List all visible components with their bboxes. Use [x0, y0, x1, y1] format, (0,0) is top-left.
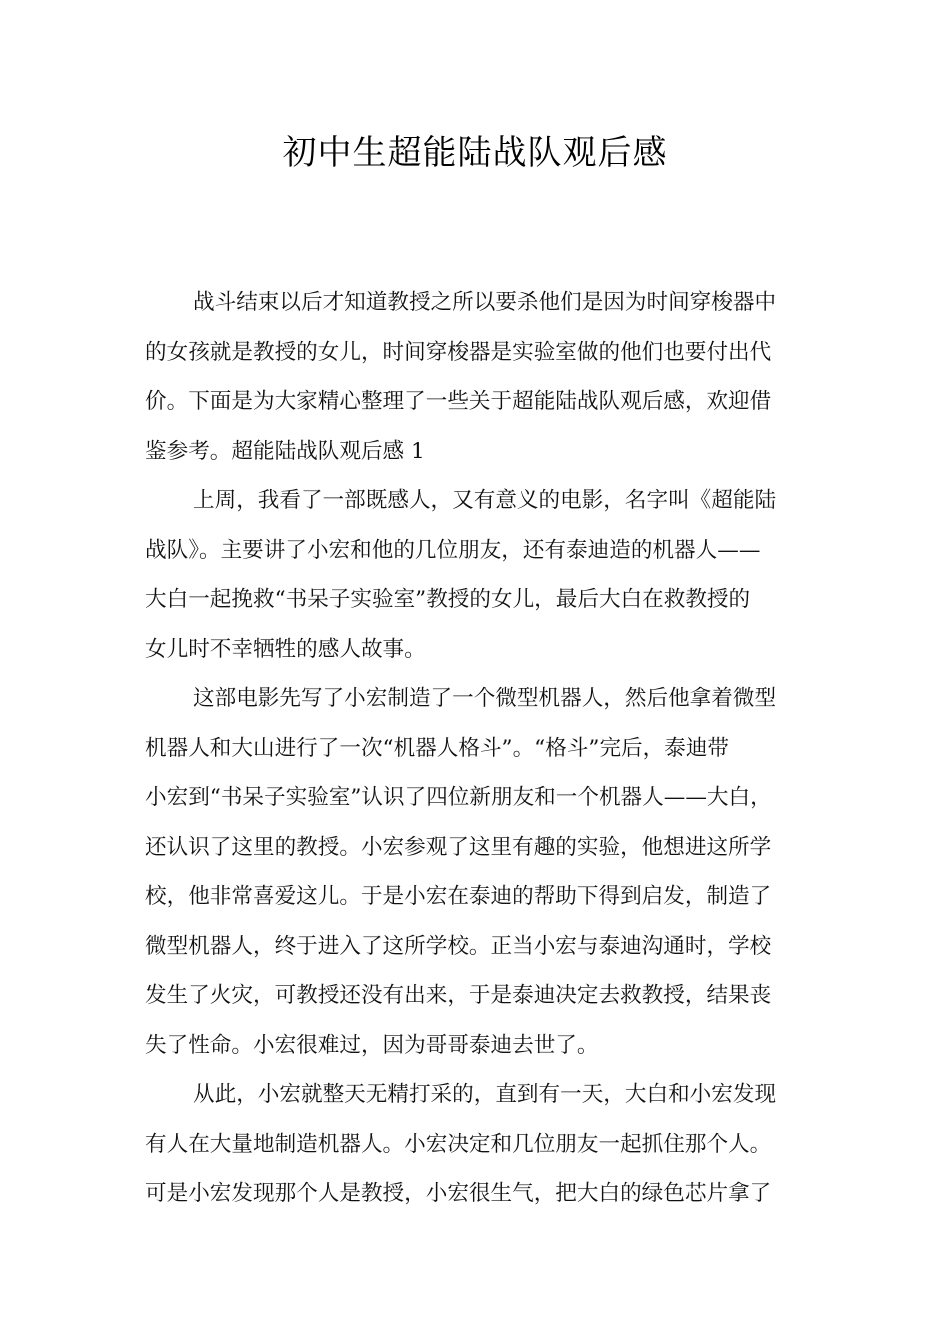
- paragraph-line: 战队》。主要讲了小宏和他的几位朋友，还有泰迪造的机器人——: [145, 537, 761, 563]
- paragraph-line: 战斗结束以后才知道教授之所以要杀他们是因为时间穿梭器中: [193, 290, 777, 315]
- paragraph-line: 微型机器人，终于进入了这所学校。正当小宏与泰迪沟通时，学校: [145, 933, 772, 959]
- paragraph-line: 失了性命。小宏很难过，因为哥哥泰迪去世了。: [145, 1032, 599, 1058]
- paragraph-line: 从此，小宏就整天无精打采的，直到有一天，大白和小宏发现: [193, 1082, 777, 1107]
- paragraph-line: 小宏到“书呆子实验室”认识了四位新朋友和一个机器人——大白，: [145, 785, 772, 810]
- paragraph-line: 机器人和大山进行了一次“机器人格斗”。“格斗”完后，泰迪带: [145, 735, 730, 761]
- paragraph-line: 可是小宏发现那个人是教授，小宏很生气，把大白的绿色芯片拿了: [145, 1181, 772, 1206]
- paragraph-line: 的女孩就是教授的女儿，时间穿梭器是实验室做的他们也要付出代: [145, 339, 772, 365]
- paragraph-line: 发生了火灾，可教授还没有出来，于是泰迪决定去救教授，结果丧: [145, 983, 772, 1008]
- paragraph-line: 上周，我看了一部既感人，又有意义的电影，名字叫《超能陆: [193, 488, 777, 513]
- paragraph-line: 这部电影先写了小宏制造了一个微型机器人，然后他拿着微型: [193, 686, 777, 711]
- paragraph-line: 校，他非常喜爱这儿。于是小宏在泰迪的帮助下得到启发，制造了: [145, 884, 772, 909]
- paragraph-line: 有人在大量地制造机器人。小宏决定和几位朋友一起抓住那个人。: [145, 1131, 772, 1157]
- paragraph-line: 鉴参考。超能陆战队观后感 1: [145, 438, 425, 464]
- paragraph-line: 价。下面是为大家精心整理了一些关于超能陆战队观后感，欢迎借: [145, 389, 772, 414]
- document-body: [145, 278, 810, 1219]
- paragraph-line: 女儿时不幸牺牲的感人故事。: [145, 636, 426, 662]
- document-title: 初中生超能陆战队观后感: [282, 133, 668, 173]
- paragraph-line: 还认识了这里的教授。小宏参观了这里有趣的实验，他想进这所学: [145, 834, 772, 860]
- paragraph-line: 大白一起挽救“书呆子实验室”教授的女儿，最后大白在救教授的: [145, 587, 751, 612]
